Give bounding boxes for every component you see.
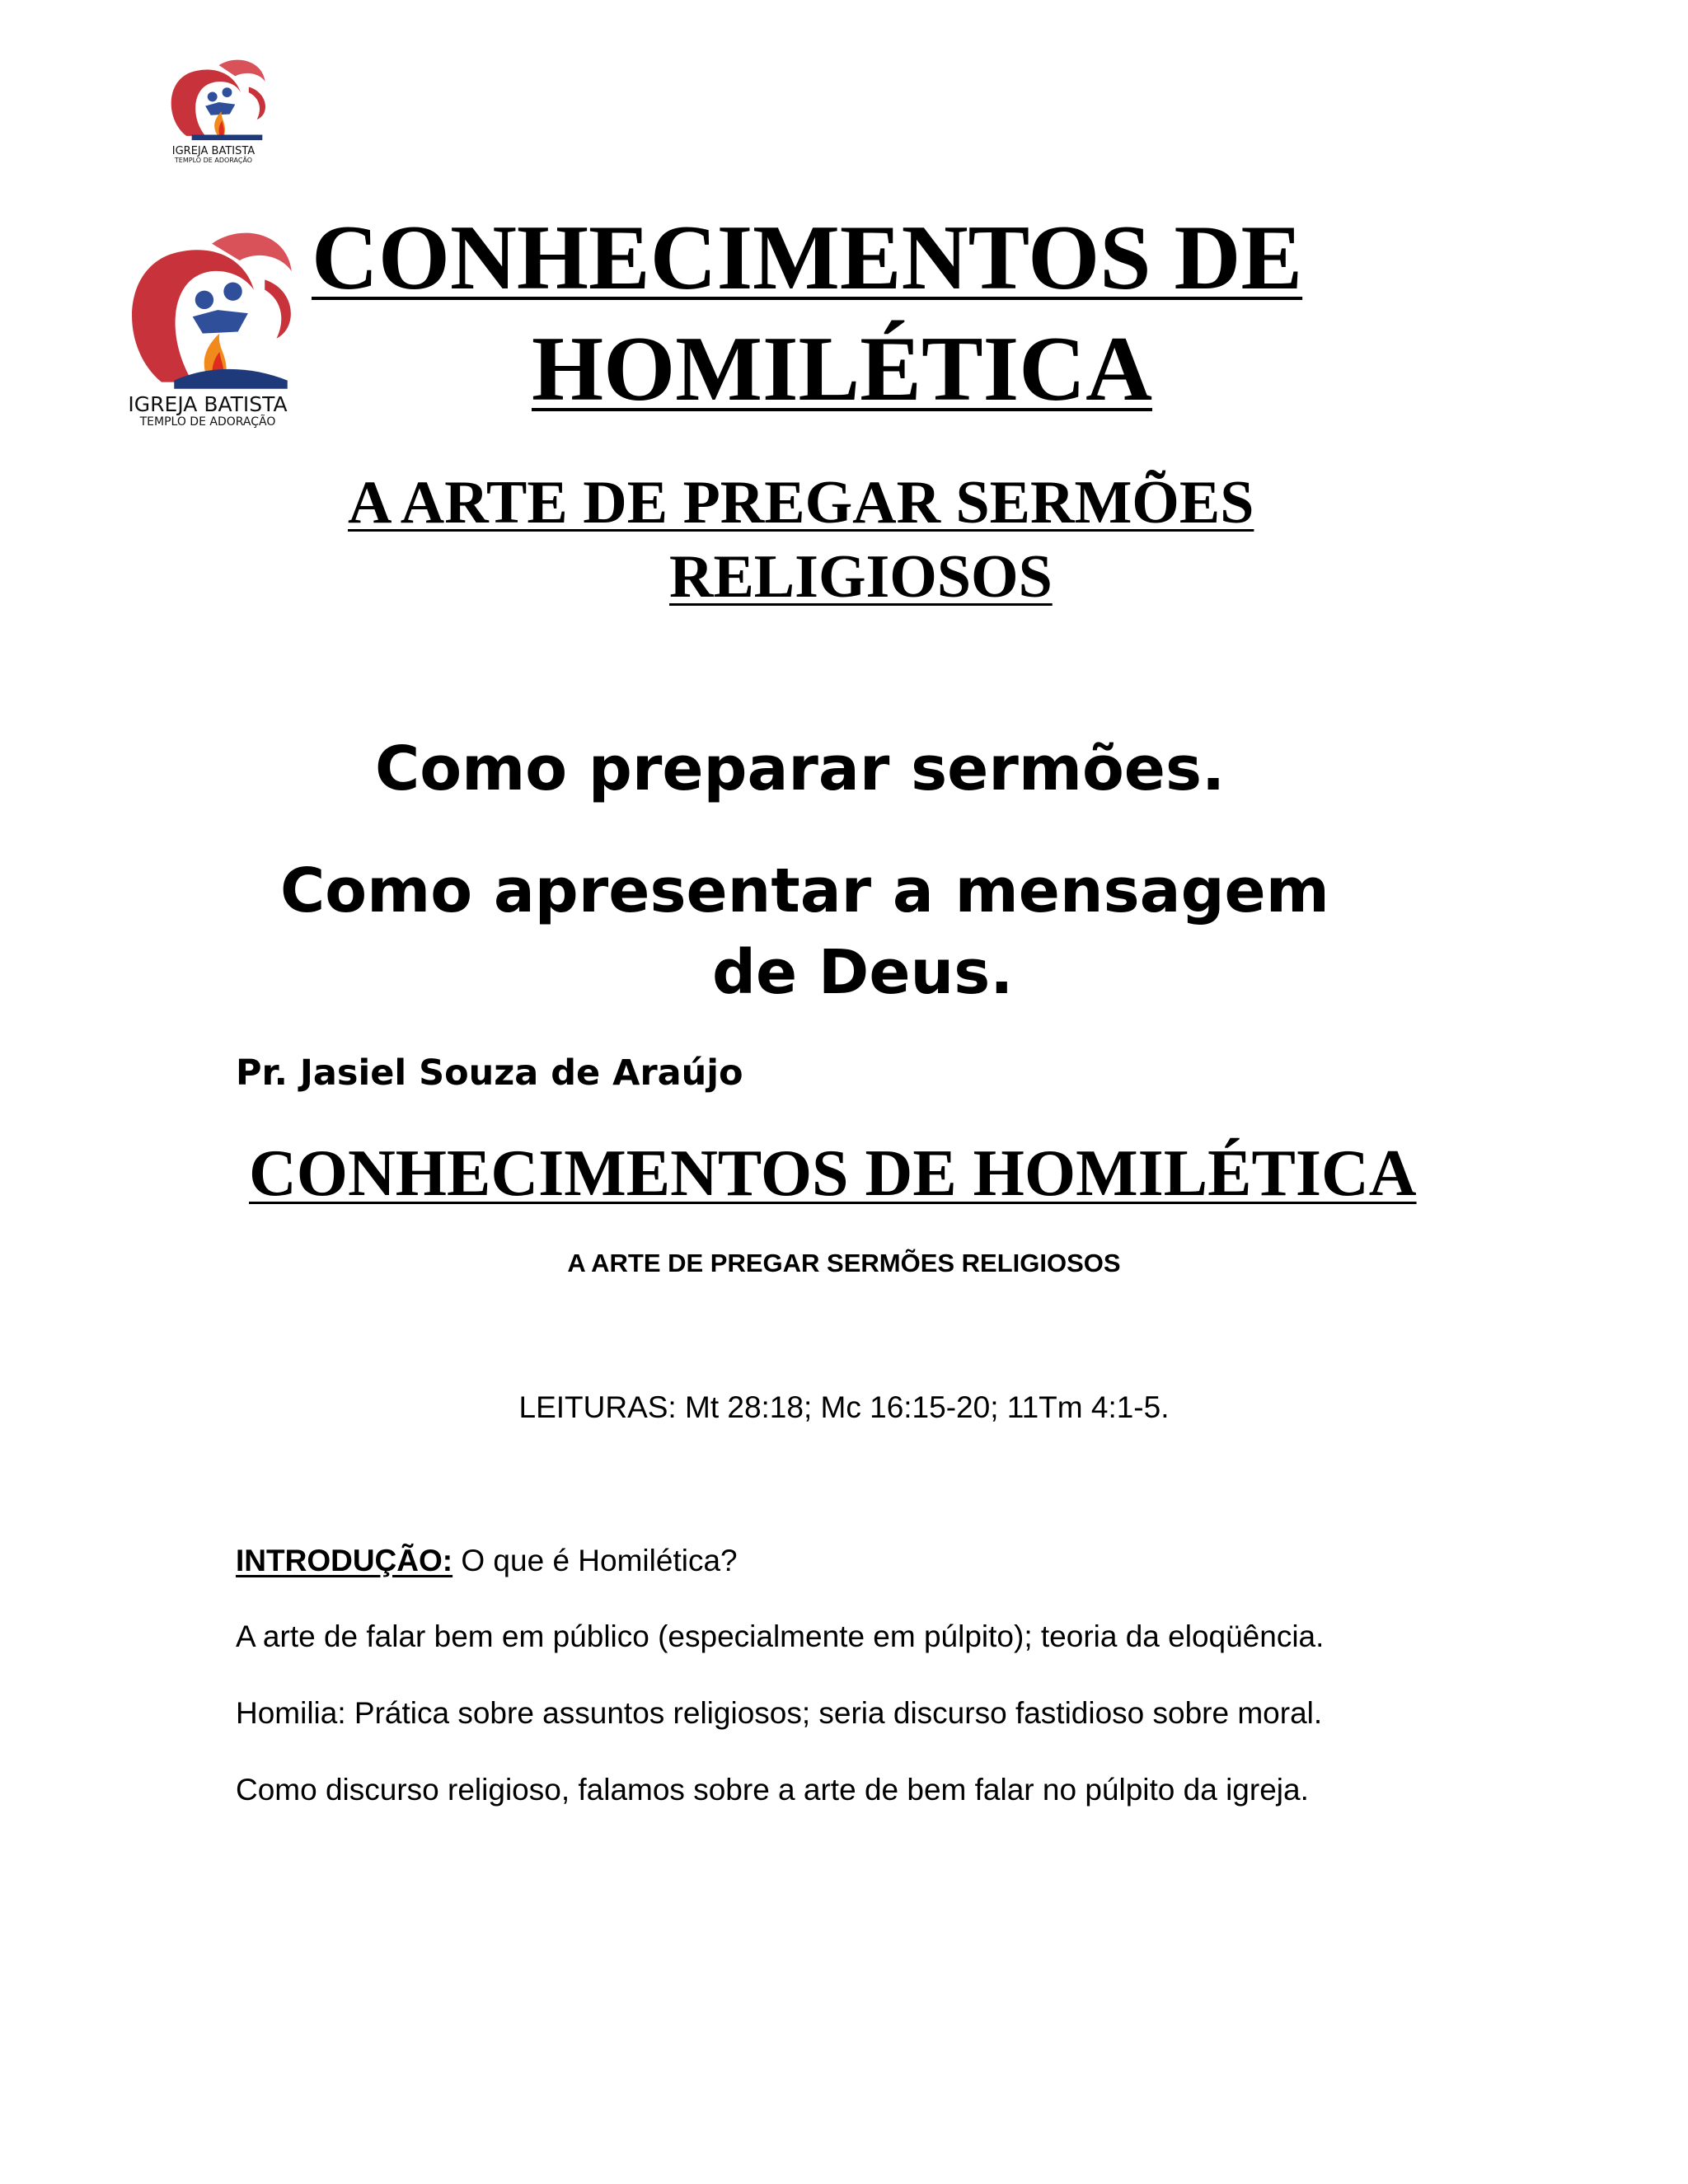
logo-text-line1: IGREJA BATISTA xyxy=(128,392,288,416)
cover-tagline-2-line2: de Deus. xyxy=(712,937,1014,1008)
cover-subtitle-line1: A ARTE DE PREGAR SERMÕES xyxy=(348,469,1254,537)
intro-question: O que é Homilética? xyxy=(452,1544,738,1577)
intro-label: INTRODUÇÃO: xyxy=(236,1544,453,1577)
section-title: CONHECIMENTOS DE HOMILÉTICA xyxy=(249,1137,1417,1210)
paragraph-2: Homilia: Prática sobre assuntos religiosos; seria discurso fastidioso sobre moral. xyxy=(236,1696,1323,1730)
paragraph-1: A arte de falar bem em público (especialmente em púlpito); teoria da eloqüência. xyxy=(236,1619,1325,1653)
cover-subtitle-line2: RELIGIOSOS xyxy=(669,543,1053,611)
cover-tagline-1: Como preparar sermões. xyxy=(375,733,1226,804)
logo-emblem-icon xyxy=(115,221,300,392)
logo-text-line1: IGREJA BATISTA xyxy=(171,145,256,157)
cover-title-line1: CONHECIMENTOS DE xyxy=(312,207,1303,309)
readings-line: LEITURAS: Mt 28:18; Mc 16:15-20; 11Tm 4:1-5. xyxy=(518,1390,1170,1424)
logo-text-line2: TEMPLO DE ADORAÇÃO xyxy=(174,157,253,164)
section-subtitle: A ARTE DE PREGAR SERMÕES RELIGIOSOS xyxy=(567,1249,1121,1277)
author-name: Pr. Jasiel Souza de Araújo xyxy=(236,1052,743,1094)
paragraph-3: Como discurso religioso, falamos sobre a arte de bem falar no púlpito da igreja. xyxy=(236,1773,1309,1807)
logo-text-line2: TEMPLO DE ADORAÇÃO xyxy=(139,415,276,429)
cover-title-line2: HOMILÉTICA xyxy=(532,318,1152,420)
logo-emblem-icon xyxy=(153,54,274,147)
church-logo-small xyxy=(153,54,274,165)
intro-line xyxy=(236,1541,738,1581)
cover-tagline-2-line1: Como apresentar a mensagem xyxy=(280,855,1329,926)
church-logo-large xyxy=(115,221,300,427)
